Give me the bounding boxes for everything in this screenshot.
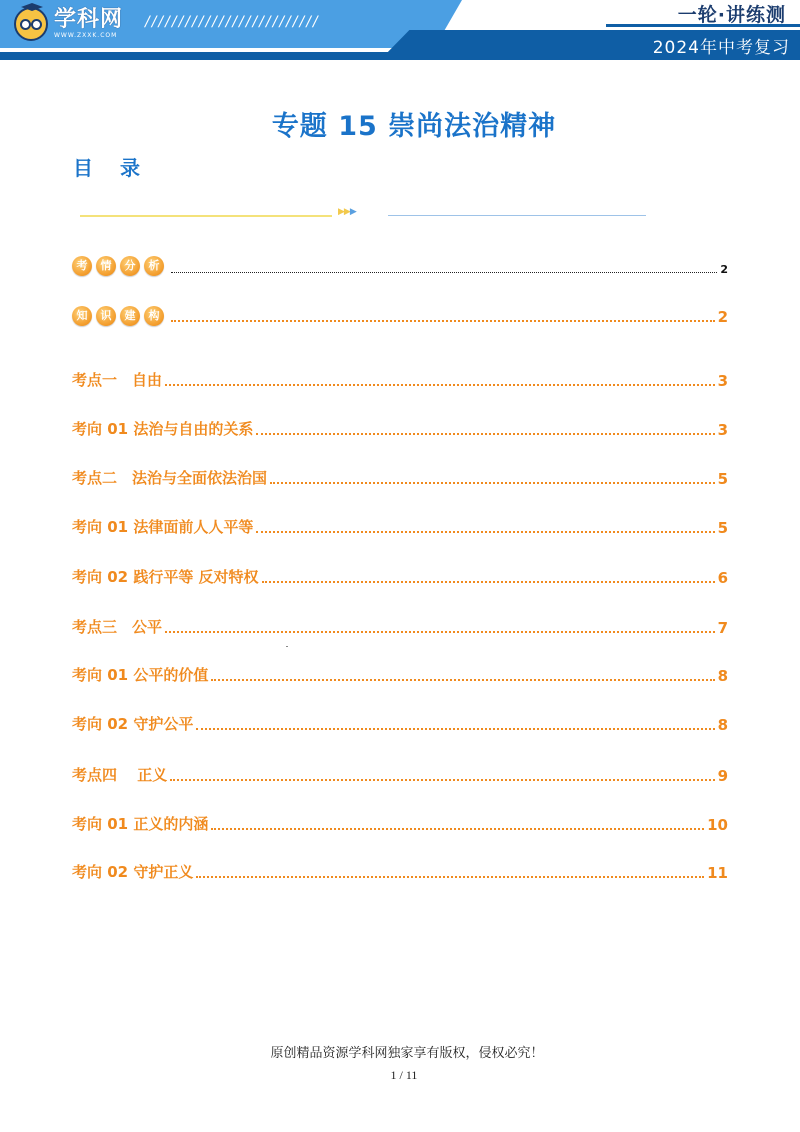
toc-entry[interactable] [72,369,728,390]
toc-entry-label: 考向 01 公平的价值 [72,666,209,684]
toc-entry-label: 考点一 自由 [72,371,163,389]
toc-page-number: 11 [707,864,728,882]
toc-item-exam-analysis[interactable] [72,256,728,276]
toc-entry[interactable] [72,861,728,882]
toc-leader-dots [171,271,717,273]
toc-page-number: 9 [717,767,728,785]
toc-entry[interactable] [72,418,728,439]
toc-heading: 目 录 [73,156,150,180]
toc-entry-label: 考向 01 法律面前人人平等 [72,518,254,536]
toc-page-number: 3 [717,421,728,439]
toc-leader-dots [171,319,715,322]
toc-page-number: 10 [707,816,728,834]
series-title: 一轮·讲练测 [677,4,786,26]
toc-page-number: 8 [717,667,728,685]
toc-leader-dots [270,481,715,484]
toc-page-number: 6 [717,569,728,587]
toc-leader-dots [262,580,715,583]
toc-entry[interactable] [72,813,728,834]
toc-leader-dots [170,778,714,781]
document-title: 专题 15 崇尚法治精神 [271,111,557,142]
toc-leader-dots [211,678,714,681]
toc-entry[interactable] [72,764,728,785]
toc-page-number: 5 [717,519,728,537]
toc-entry-label: 考点四 正义 [72,766,168,784]
toc-page-number: 7 [717,619,728,637]
toc-entry[interactable] [72,467,728,488]
logo-name: 学科网 [54,7,124,32]
stray-mark [286,646,288,647]
toc-leader-dots [211,827,704,830]
page-header [0,0,800,62]
toc-entry[interactable] [72,664,728,685]
toc-entry-label: 考点二 法治与全面依法治国 [72,469,268,487]
toc-leader-dots [256,432,714,435]
site-logo [14,7,123,41]
toc-leader-dots [165,630,715,633]
toc-entry-label: 考向 01 法治与自由的关系 [72,420,254,438]
decorative-slashes: ////////////////////////// [145,14,320,30]
toc-leader-dots [256,530,714,533]
toc-entry-label: 考向 02 守护正义 [72,863,194,881]
header-subtitle: 2024年中考复习 [652,38,790,58]
toc-entry[interactable] [72,616,728,637]
section-badge: 考 情 分 析 [72,256,168,276]
section-badge: 知 识 建 构 [72,306,168,326]
toc-leader-dots [196,727,714,730]
toc-leader-dots [165,383,715,386]
toc-entry[interactable] [72,713,728,734]
toc-page-number: 2 [717,308,728,326]
toc-entry-label: 考向 02 守护公平 [72,715,194,733]
toc-entry-label: 考向 01 正义的内涵 [72,815,209,833]
toc-page-number: 5 [717,470,728,488]
owl-logo-icon [14,7,48,41]
decorative-divider [80,207,646,222]
page-indicator: 1 / 11 [390,1068,418,1082]
toc-leader-dots [196,875,704,878]
toc-page-number: 3 [717,372,728,390]
toc-entry[interactable] [72,566,728,587]
toc-entry-label: 考向 02 践行平等 反对特权 [72,568,259,586]
logo-url: WWW.ZXXK.COM [54,32,118,39]
toc-entry[interactable] [72,516,728,537]
toc-entry-label: 考点三 公平 [72,618,163,636]
toc-page-number: 2 [720,263,728,276]
toc-page-number: 8 [717,716,728,734]
arrow-icons: ▶▶▶ [338,207,356,217]
copyright-note: 原创精品资源学科网独家享有版权，侵权必究！ [270,1046,544,1061]
toc-item-knowledge-map[interactable] [72,306,728,326]
